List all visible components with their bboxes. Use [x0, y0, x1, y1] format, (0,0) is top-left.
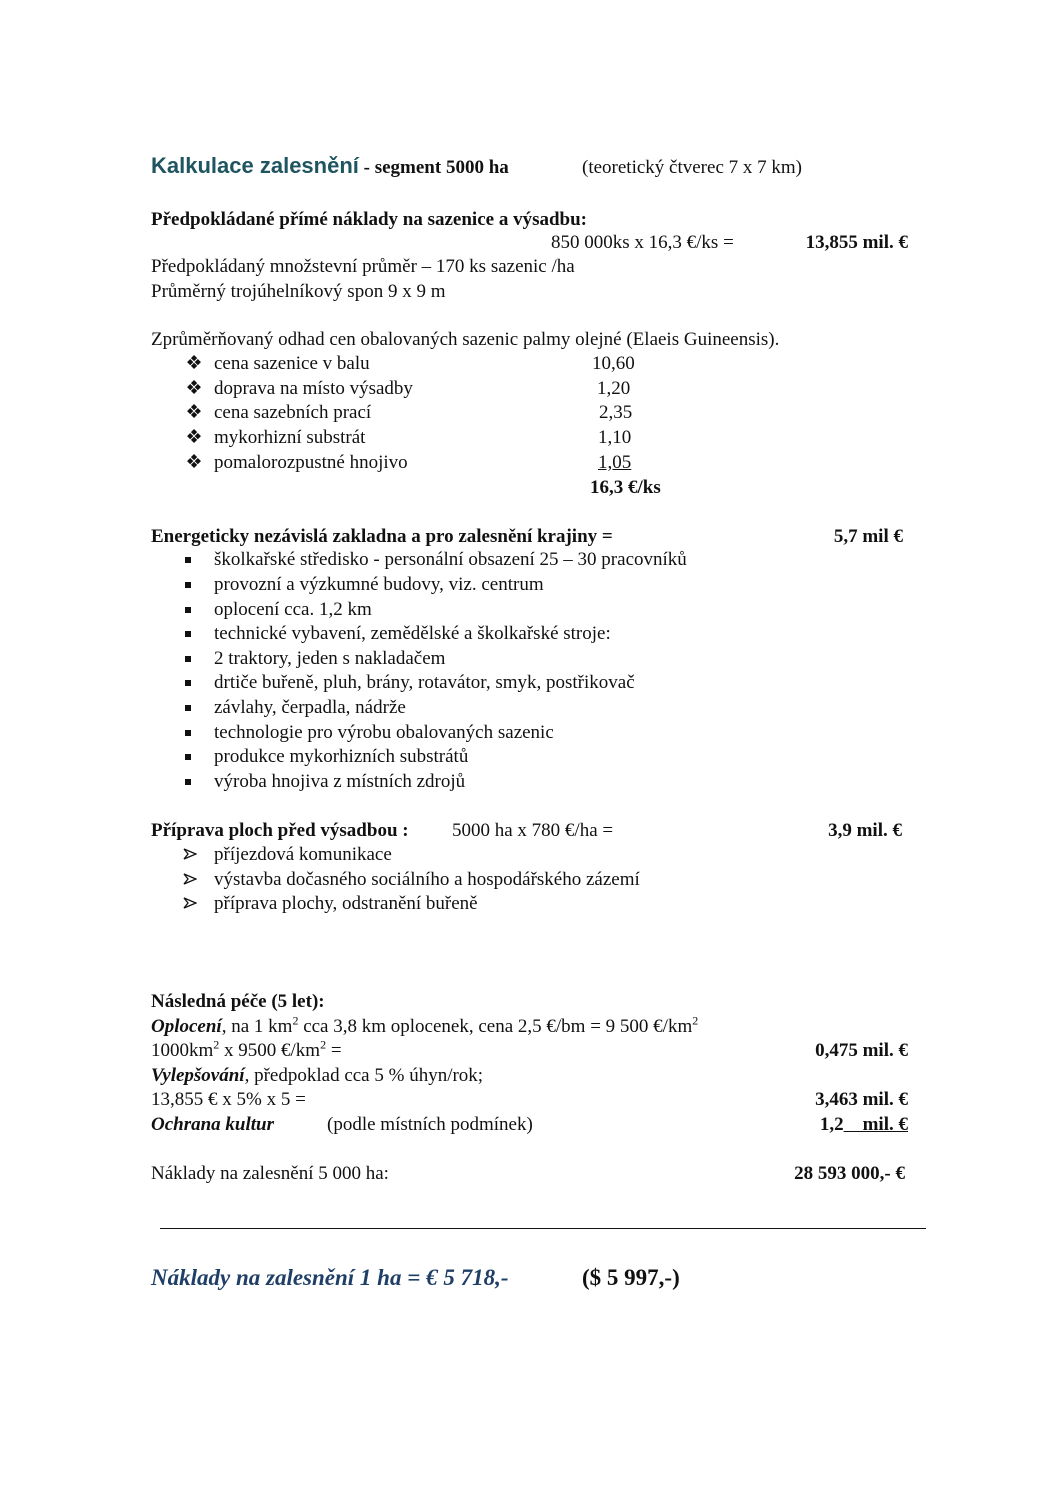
prep-total: 3,9 mil. € — [828, 820, 902, 841]
diamond-bullet-icon: ❖ — [185, 378, 203, 399]
base-heading: Energeticky nezávislá zakladna a pro zalesnění krajiny = — [151, 526, 613, 547]
protect-label: Ochrana kultur — [151, 1114, 275, 1135]
base-item: závlahy, čerpadla, nádrže — [214, 697, 406, 718]
segment-label: - segment 5000 ha — [358, 157, 509, 178]
fencing-calc-line — [151, 1039, 342, 1063]
divider-line — [160, 1228, 926, 1229]
base-item: produkce mykorhizních substrátů — [214, 746, 469, 767]
arrowhead-bullet-icon — [183, 897, 197, 909]
diamond-bullet-icon: ❖ — [185, 353, 203, 374]
square-bullet-icon — [185, 607, 191, 613]
fencing-total: 0,475 mil. € — [815, 1040, 908, 1061]
estimate-item-value: 10,60 — [592, 353, 635, 374]
summary-total: 28 593 000,- € — [794, 1163, 905, 1184]
improve-text: , předpoklad cca 5 % úhyn/rok; — [244, 1065, 484, 1086]
square-bullet-icon — [185, 779, 191, 785]
square-bullet-icon — [185, 730, 191, 736]
arrowhead-bullet-icon — [183, 873, 197, 885]
prep-item: příprava plochy, odstranění buřeně — [214, 893, 478, 914]
care-heading: Následná péče (5 let): — [151, 991, 325, 1012]
fencing-calc-c: = — [326, 1040, 342, 1061]
direct-costs-formula: 850 000ks x 16,3 €/ks = — [551, 232, 734, 253]
prep-item: příjezdová komunikace — [214, 844, 392, 865]
estimate-item-label: cena sazebních prací — [214, 402, 372, 423]
diamond-bullet-icon: ❖ — [185, 427, 203, 448]
base-total: 5,7 mil € — [833, 526, 903, 547]
diamond-bullet-icon: ❖ — [185, 452, 203, 473]
fencing-line — [151, 1015, 698, 1039]
protect-total-a: 1,2 — [819, 1114, 844, 1135]
fencing-text-a: , na 1 km — [221, 1016, 293, 1037]
base-item: technické vybavení, zemědělské a školkařské stroje: — [214, 623, 611, 644]
estimate-item-value: 1,20 — [597, 378, 631, 399]
estimate-item-value: 1,05 — [598, 452, 632, 473]
prep-item: výstavba dočasného sociálního a hospodářského zázemí — [214, 869, 640, 890]
base-item: technologie pro výrobu obalovaných sazenic — [214, 722, 554, 743]
fencing-calc-a: 1000km — [151, 1040, 214, 1061]
superscript-2: 2 — [320, 1037, 327, 1052]
estimate-item-value: 1,10 — [598, 427, 632, 448]
base-item: oplocení cca. 1,2 km — [214, 599, 372, 620]
prep-formula: 5000 ha x 780 €/ha = — [452, 820, 614, 841]
final-result: Náklady na zalesnění 1 ha = € 5 718,- — [151, 1265, 509, 1290]
final-usd: ($ 5 997,-) — [582, 1265, 680, 1290]
base-item: provozní a výzkumné budovy, viz. centrum — [214, 574, 544, 595]
diamond-bullet-icon: ❖ — [185, 402, 203, 423]
arrowhead-bullet-icon — [183, 848, 197, 860]
protect-total — [820, 1113, 908, 1137]
fencing-calc-b: x 9500 €/km — [219, 1040, 321, 1061]
estimate-intro: Zprůměrňovaný odhad cen obalovaných sazenic palmy olejné (Elaeis Guineensis). — [151, 329, 780, 350]
estimate-item-label: doprava na místo výsadby — [214, 378, 413, 399]
protect-text: (podle místních podmínek) — [327, 1114, 533, 1135]
square-bullet-icon — [185, 656, 191, 662]
square-bullet-icon — [185, 582, 191, 588]
title-note: (teoretický čtverec 7 x 7 km) — [582, 157, 802, 178]
prep-heading: Příprava ploch před výsadbou : — [151, 820, 409, 841]
protect-total-b: mil. € — [843, 1114, 908, 1135]
square-bullet-icon — [185, 680, 191, 686]
fencing-text-b: cca 3,8 km oplocenek, cena 2,5 €/bm = 9 500 €/km — [298, 1016, 693, 1037]
direct-costs-heading: Předpokládané přímé náklady na sazenice a výsadbu: — [151, 209, 587, 230]
estimate-item-label: cena sazenice v balu — [214, 353, 370, 374]
document-title-line — [151, 154, 509, 180]
improve-line — [151, 1064, 483, 1088]
direct-costs-total: 13,855 mil. € — [805, 232, 908, 253]
superscript-2: 2 — [292, 1013, 299, 1028]
improve-label: Vylepšování — [151, 1065, 245, 1086]
square-bullet-icon — [185, 557, 191, 563]
base-item: školkařské středisko - personální obsazení 25 – 30 pracovníků — [214, 549, 687, 570]
estimate-item-value: 2,35 — [599, 402, 633, 423]
direct-costs-line1: Předpokládaný množstevní průměr – 170 ks sazenic /ha — [151, 256, 575, 277]
base-item: výroba hnojiva z místních zdrojů — [214, 771, 466, 792]
square-bullet-icon — [185, 754, 191, 760]
improve-calc: 13,855 € x 5% x 5 = — [151, 1089, 306, 1110]
base-item: drtiče buřeně, pluh, brány, rotavátor, smyk, postřikovač — [214, 672, 635, 693]
direct-costs-line2: Průměrný trojúhelníkový spon 9 x 9 m — [151, 281, 446, 302]
square-bullet-icon — [185, 705, 191, 711]
square-bullet-icon — [185, 631, 191, 637]
summary-label: Náklady na zalesnění 5 000 ha: — [151, 1163, 389, 1184]
document-title: Kalkulace zalesnění — [151, 153, 359, 178]
estimate-item-label: pomalorozpustné hnojivo — [214, 452, 408, 473]
estimate-item-label: mykorhizní substrát — [214, 427, 366, 448]
base-item: 2 traktory, jeden s nakladačem — [214, 648, 446, 669]
superscript-2: 2 — [692, 1013, 699, 1028]
fencing-label: Oplocení — [151, 1016, 222, 1037]
improve-total: 3,463 mil. € — [815, 1089, 908, 1110]
estimate-sum: 16,3 €/ks — [590, 477, 661, 498]
superscript-2: 2 — [213, 1037, 220, 1052]
